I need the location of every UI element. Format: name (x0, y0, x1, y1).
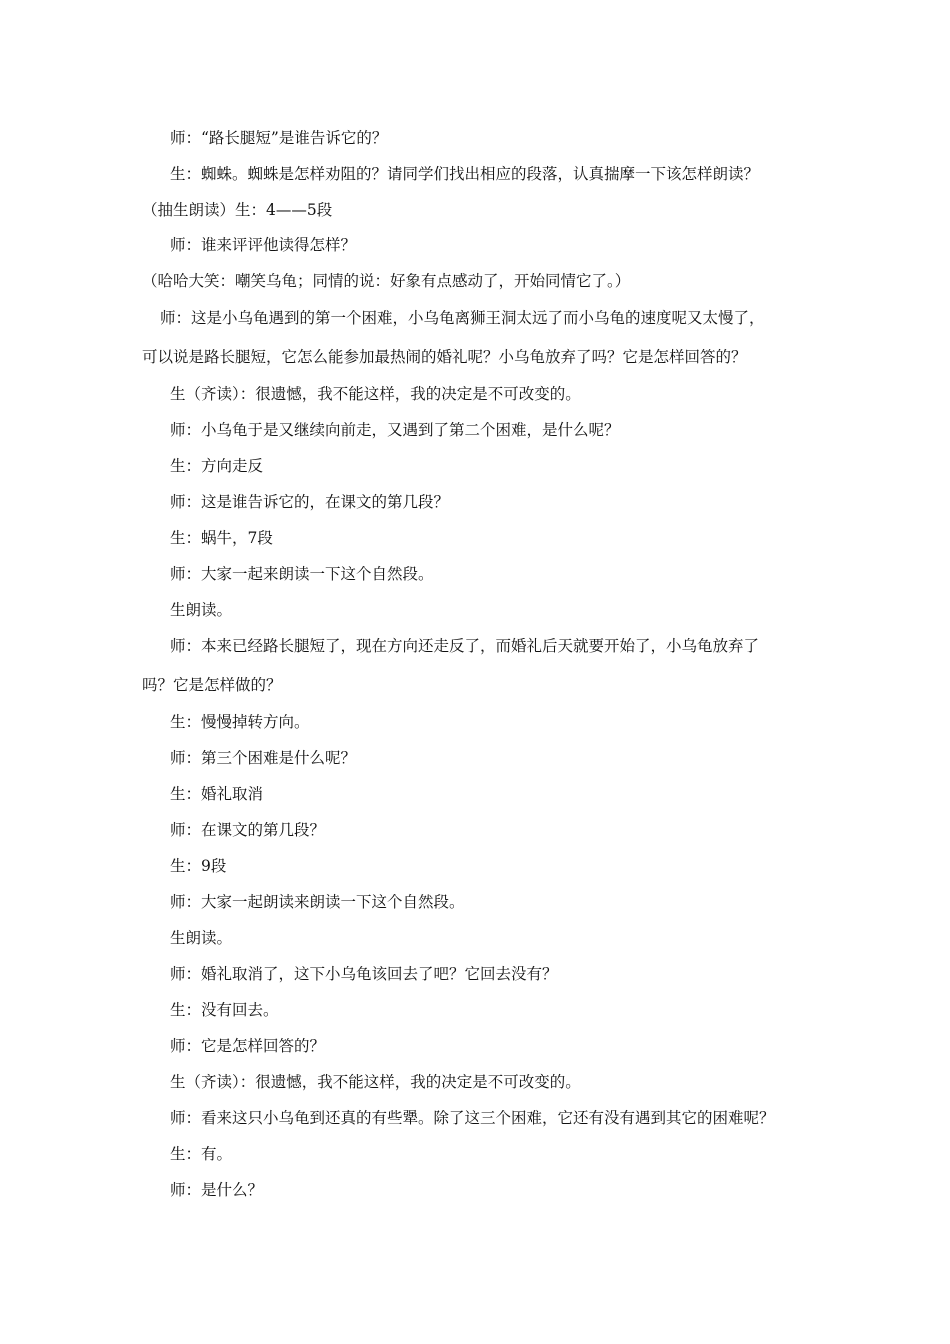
dialogue-line: 生：没有回去。 (170, 1001, 279, 1019)
dialogue-line: 生：9段 (170, 857, 227, 875)
dialogue-line: 生朗读。 (170, 929, 233, 947)
dialogue-line: 生（齐读）：很遗憾，我不能这样，我的决定是不可改变的。 (170, 385, 581, 403)
dialogue-line: 师：第三个困难是什么呢？ (170, 749, 357, 767)
dialogue-line: 生：有。 (170, 1145, 233, 1163)
dialogue-line: 师：婚礼取消了，这下小乌龟该回去了吧？它回去没有？ (170, 965, 558, 983)
dialogue-line: 师：小乌龟于是又继续向前走，又遇到了第二个困难，是什么呢？ (170, 421, 620, 439)
dialogue-line: （哈哈大笑：嘲笑乌龟；同情的说：好象有点感动了，开始同情它了。） (142, 272, 631, 290)
dialogue-line: 生：方向走反 (170, 457, 264, 475)
dialogue-line: （抽生朗读）生：4——5段 (142, 201, 333, 219)
dialogue-line: 生：蜘蛛。蜘蛛是怎样劝阻的？请同学们找出相应的段落，认真揣摩一下该怎样朗读？ (170, 165, 760, 183)
dialogue-line: 师：这是小乌龟遇到的第一个困难，小乌龟离狮王洞太远了而小乌龟的速度呢又太慢了， (160, 309, 765, 327)
dialogue-line: 生：婚礼取消 (170, 785, 264, 803)
dialogue-line: 可以说是路长腿短，它怎么能参加最热闹的婚礼呢？小乌龟放弃了吗？它是怎样回答的？ (142, 348, 747, 366)
dialogue-line: 师：大家一起朗读来朗读一下这个自然段。 (170, 893, 465, 911)
dialogue-line: 吗？它是怎样做的？ (142, 676, 282, 694)
dialogue-line: 师：“路长腿短”是谁告诉它的？ (170, 129, 388, 147)
dialogue-line: 生（齐读）：很遗憾，我不能这样，我的决定是不可改变的。 (170, 1073, 581, 1091)
dialogue-line: 生：蜗牛，7段 (170, 529, 273, 547)
dialogue-line: 师：这是谁告诉它的，在课文的第几段？ (170, 493, 450, 511)
dialogue-line: 师：它是怎样回答的？ (170, 1037, 326, 1055)
dialogue-line: 师：在课文的第几段？ (170, 821, 326, 839)
dialogue-line: 生：慢慢掉转方向。 (170, 713, 310, 731)
dialogue-line: 师：谁来评评他读得怎样？ (170, 236, 357, 254)
dialogue-line: 师：是什么？ (170, 1181, 264, 1199)
dialogue-line: 师：看来这只小乌龟到还真的有些犟。除了这三个困难，它还有没有遇到其它的困难呢？ (170, 1109, 775, 1127)
dialogue-line: 师：大家一起来朗读一下这个自然段。 (170, 565, 434, 583)
dialogue-line: 师：本来已经路长腿短了，现在方向还走反了，而婚礼后天就要开始了，小乌龟放弃了 (170, 637, 760, 655)
dialogue-line: 生朗读。 (170, 601, 233, 619)
